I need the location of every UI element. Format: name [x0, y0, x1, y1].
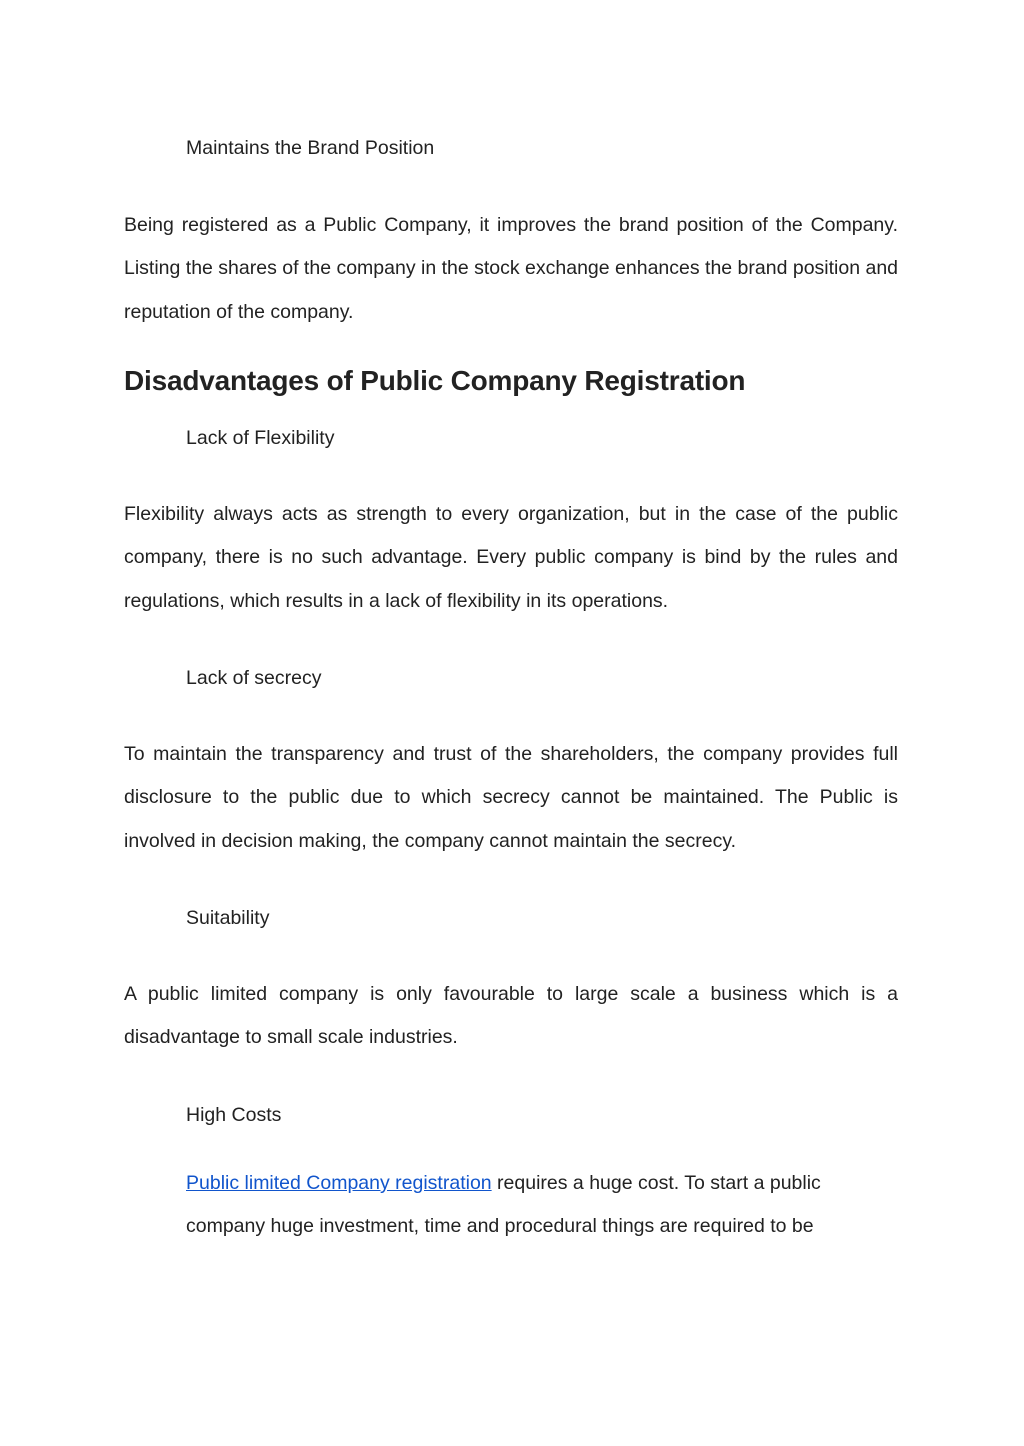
paragraph-high-costs-text: requires a huge cost. To start a public company huge investment, time and procedural things are required to be — [186, 1172, 821, 1238]
paragraph-high-costs — [186, 1162, 898, 1249]
subheading-suitability: Suitability — [186, 907, 270, 929]
subheading-lack-of-flexibility: Lack of Flexibility — [186, 427, 335, 449]
subheading-lack-of-secrecy: Lack of secrecy — [186, 667, 322, 689]
paragraph-lack-of-flexibility: Flexibility always acts as strength to every organization, but in the case of the public company, there is no such advantage. Every public company is bind by the rules and regulations, which results in a lack of flexibility in its operations. — [124, 503, 898, 612]
link-public-limited-company-registration[interactable]: Public limited Company registration — [186, 1172, 492, 1194]
subheading-brand-position: Maintains the Brand Position — [186, 137, 435, 159]
paragraph-lack-of-secrecy: To maintain the transparency and trust of the shareholders, the company provides full disclosure to the public due to which secrecy cannot be maintained. The Public is involved in decision making, the company cannot maintain the secrecy. — [124, 743, 898, 852]
paragraph-suitability: A public limited company is only favourable to large scale a business which is a disadvantage to small scale industries. — [124, 983, 898, 1049]
page-title-disadvantages: Disadvantages of Public Company Registration — [124, 365, 746, 396]
paragraph-brand-position: Being registered as a Public Company, it improves the brand position of the Company. Listing the shares of the company in the stock exchange enhances the brand position and reputation of the company. — [124, 214, 899, 323]
subheading-high-costs: High Costs — [186, 1104, 282, 1126]
